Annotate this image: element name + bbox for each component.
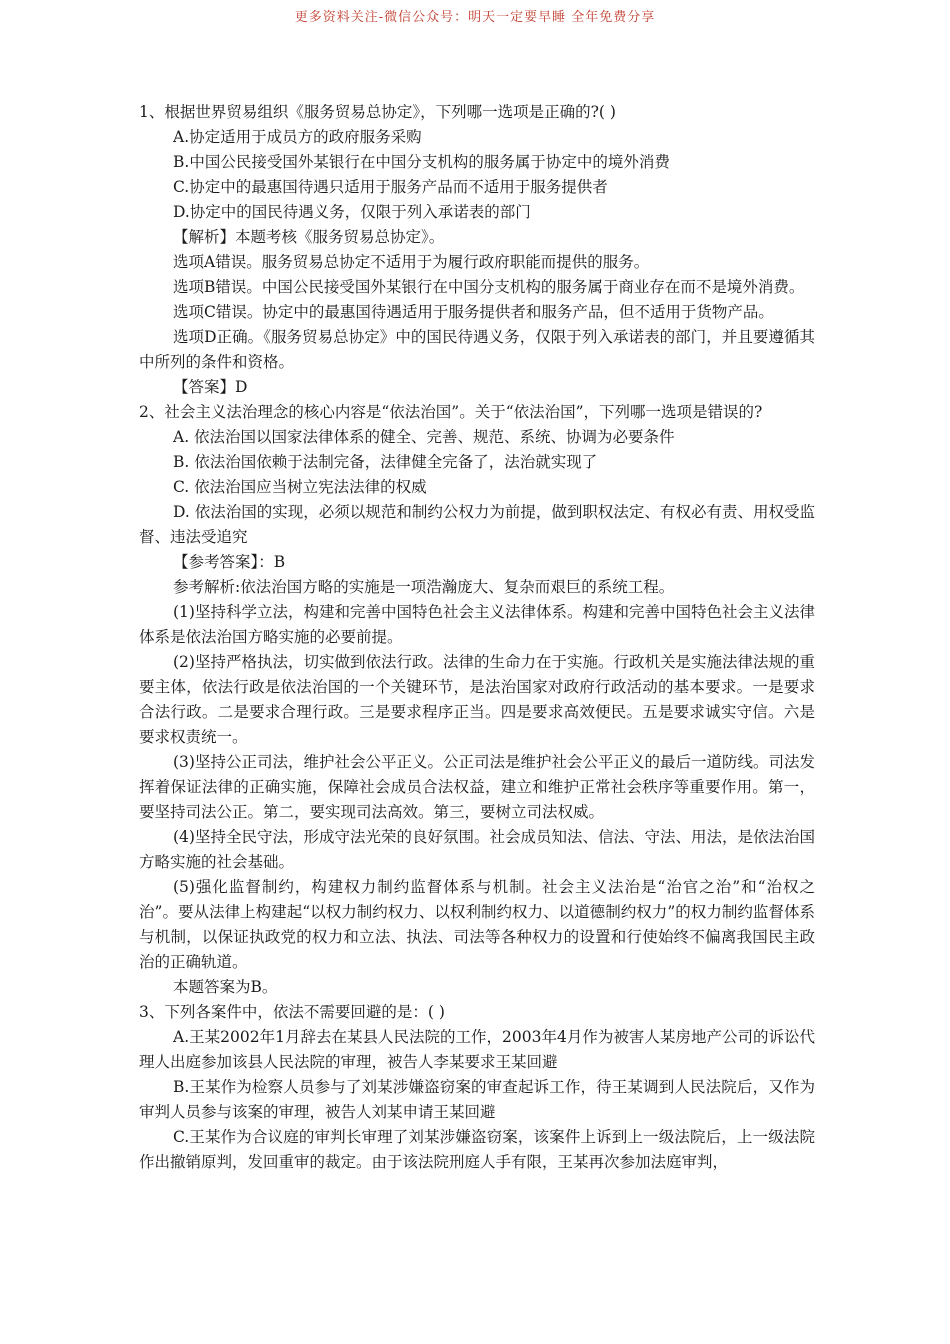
question-2: 2、社会主义法治理念的核心内容是“依法治国”。关于“依法治国”，下列哪一选项是错误的? bbox=[139, 403, 763, 421]
q2-answer: 【参考答案】：B bbox=[173, 553, 286, 571]
q1-analysis-b: 选项B错误。中国公民接受国外某银行在中国分支机构的服务属于商业存在而不是境外消费。 bbox=[173, 278, 805, 296]
q2-analysis-5: (5)强化监督制约，构建权力制约监督体系与机制。社会主义法治是“治官之治”和“治权之治”。要从法律上构建起“以权力制约权力、以权利制约权力、以道德制约权力”的权力制约监督体系与机制，以保证执政党的权力和立法、执法、司法等各种权力的设置和行使始终不偏离我国民主政治的正确轨道。 bbox=[139, 878, 815, 971]
q2-option-d: D. 依法治国的实现，必须以规范和制约公权力为前提，做到职权法定、有权必有责、用权受监督、违法受追究 bbox=[139, 503, 815, 546]
q2-analysis-intro: 参考解析:依法治国方略的实施是一项浩瀚庞大、复杂而艰巨的系统工程。 bbox=[173, 578, 675, 596]
q1-option-b: B.中国公民接受国外某银行在中国分支机构的服务属于协定中的境外消费 bbox=[173, 153, 670, 171]
q2-analysis-2: (2)坚持严格执法，切实做到依法行政。法律的生命力在于实施。行政机关是实施法律法规的重要主体，依法行政是依法治国的一个关键环节，是法治国家对政府行政活动的基本要求。一是要求合法行政。二是要求合理行政。三是要求程序正当。四是要求高效便民。五是要求诚实守信。六是要求权责统一。 bbox=[139, 653, 815, 746]
header-banner: 更多资料关注-微信公众号：明天一定要早睡 全年免费分享 bbox=[294, 10, 656, 25]
q2-option-c: C. 依法治国应当树立宪法法律的权威 bbox=[173, 478, 427, 496]
q3-option-b: B.王某作为检察人员参与了刘某涉嫌盗窃案的审查起诉工作，待王某调到人民法院后，又作为审判人员参与该案的审理，被告人刘某申请王某回避 bbox=[139, 1078, 815, 1121]
q1-answer: 【答案】D bbox=[173, 378, 248, 396]
q3-option-a: A.王某2002年1月辞去在某县人民法院的工作，2003年4月作为被害人某房地产公司的诉讼代理人出庭参加该县人民法院的审理，被告人李某要求王某回避 bbox=[139, 1028, 815, 1071]
q1-option-d: D.协定中的国民待遇义务，仅限于列入承诺表的部门 bbox=[173, 203, 531, 221]
q2-analysis-3: (3)坚持公正司法，维护社会公平正义。公正司法是维护社会公平正义的最后一道防线。司法发挥着保证法律的正确实施，保障社会成员合法权益，建立和维护正常社会秩序等重要作用。第一，要坚持司法公正。第二，要实现司法高效。第三，要树立司法权威。 bbox=[139, 753, 815, 821]
q2-analysis-4: (4)坚持全民守法，形成守法光荣的良好氛围。社会成员知法、信法、守法、用法，是依法治国方略实施的社会基础。 bbox=[139, 828, 815, 871]
q1-analysis-c: 选项C错误。协定中的最惠国待遇适用于服务提供者和服务产品，但不适用于货物产品。 bbox=[173, 303, 774, 321]
q1-analysis-d: 选项D正确。《服务贸易总协定》中的国民待遇义务，仅限于列入承诺表的部门，并且要遵循其中所列的条件和资格。 bbox=[139, 328, 815, 371]
question-3: 3、下列各案件中，依法不需要回避的是：( ) bbox=[139, 1003, 445, 1021]
q1-option-c: C.协定中的最惠国待遇只适用于服务产品而不适用于服务提供者 bbox=[173, 178, 608, 196]
q2-final-answer: 本题答案为B。 bbox=[173, 978, 278, 996]
q1-analysis-a: 选项A错误。服务贸易总协定不适用于为履行政府职能而提供的服务。 bbox=[173, 253, 650, 271]
q1-analysis-title: 【解析】本题考核《服务贸易总协定》。 bbox=[173, 228, 445, 246]
question-1: 1、根据世界贸易组织《服务贸易总协定》，下列哪一选项是正确的?( ) bbox=[139, 103, 616, 121]
q2-analysis-1: (1)坚持科学立法，构建和完善中国特色社会主义法律体系。构建和完善中国特色社会主义法律体系是依法治国方略实施的必要前提。 bbox=[139, 603, 815, 646]
q1-option-a: A.协定适用于成员方的政府服务采购 bbox=[173, 128, 422, 146]
q2-option-a: A. 依法治国以国家法律体系的健全、完善、规范、系统、协调为必要条件 bbox=[173, 428, 675, 446]
q2-option-b: B. 依法治国依赖于法制完备，法律健全完备了，法治就实现了 bbox=[173, 453, 598, 471]
q3-option-c: C.王某作为合议庭的审判长审理了刘某涉嫌盗窃案，该案件上诉到上一级法院后，上一级法院作出撤销原判，发回重审的裁定。由于该法院刑庭人手有限，王某再次参加法庭审判， bbox=[139, 1128, 815, 1171]
document-body bbox=[139, 100, 815, 1175]
